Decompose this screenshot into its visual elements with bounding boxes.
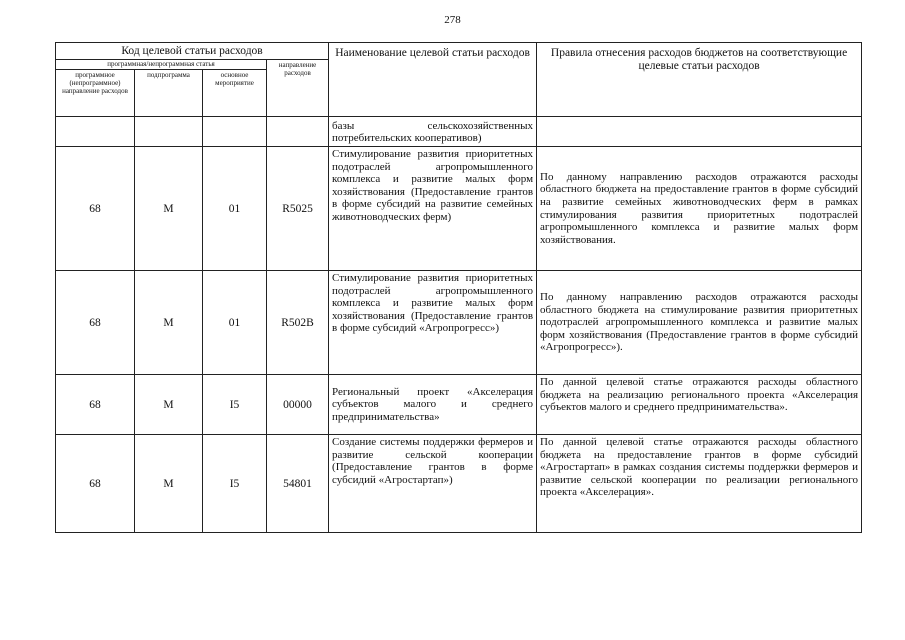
subprogram-cell: [135, 117, 203, 147]
event-cell: 01: [203, 147, 267, 271]
program-cell: [56, 117, 135, 147]
rule-cell: По данной целевой статье отражаются расходы областного бюджета на реализацию регионального проекта «Акселерация субъектов малого и среднего предпринимательства».: [537, 375, 862, 435]
program-header: программное (непрограммное) направление расходов: [56, 70, 135, 117]
subprogram-cell: М: [135, 375, 203, 435]
subprogram-cell: М: [135, 147, 203, 271]
table-row: [56, 435, 862, 533]
event-cell: I5: [203, 375, 267, 435]
table-row: [56, 117, 862, 147]
subprogram-header: подпрограмма: [135, 70, 203, 117]
name-header: Наименование целевой статьи расходов: [329, 43, 537, 117]
direction-cell: R5025: [267, 147, 329, 271]
name-text: Стимулирование развития приоритетных подотраслей агропромышленного комплекса и развитие малых форм хозяйствования (Предоставление грантов в форме субсидий на развитие семейных животноводческих ферм): [332, 148, 534, 223]
table-row: [56, 147, 862, 271]
direction-header: направление расходов: [267, 60, 329, 117]
rule-cell: По данному направлению расходов отражаются расходы областного бюджета на стимулирование развития приоритетных подотраслей агропромышленного комплекса и развитие малых форм хозяйствования (Предоставление грантов в форме субсидий «Агропрогресс»).: [537, 271, 862, 375]
subprogram-cell: М: [135, 435, 203, 533]
program-group-header: программная/непрограммная статья: [56, 60, 267, 70]
code-header: Код целевой статьи расходов: [56, 43, 329, 60]
program-cell: 68: [56, 435, 135, 533]
table-row: [56, 271, 862, 375]
event-cell: 01: [203, 271, 267, 375]
name-cell: [329, 435, 537, 533]
rule-cell: По данной целевой статье отражаются расходы областного бюджета на предоставление грантов в форме субсидий «Агростартап» в рамках создания системы поддержки фермеров и развитие сельской кооперации по реализации регионального проекта «Акселерация».: [537, 435, 862, 533]
name-cell: [329, 147, 537, 271]
main-event-header: основное мероприятие: [203, 70, 267, 117]
direction-cell: 00000: [267, 375, 329, 435]
name-text: Создание системы поддержки фермеров и развитие сельской кооперации (Предоставление грантов в форме субсидий «Агростартап»): [332, 436, 534, 486]
program-cell: 68: [56, 271, 135, 375]
page-number: 278: [444, 14, 461, 26]
target-articles-table: [55, 42, 862, 533]
name-text: Региональный проект «Акселерация субъектов малого и среднего предпринимательства»: [332, 385, 534, 423]
rules-header: Правила отнесения расходов бюджетов на соответствующие целевые статьи расходов: [537, 43, 862, 117]
direction-cell: [267, 117, 329, 147]
event-cell: [203, 117, 267, 147]
name-cell: [329, 117, 537, 147]
event-cell: I5: [203, 435, 267, 533]
direction-cell: 54801: [267, 435, 329, 533]
program-cell: 68: [56, 147, 135, 271]
subprogram-cell: М: [135, 271, 203, 375]
rule-cell: [537, 117, 862, 147]
direction-cell: R502B: [267, 271, 329, 375]
name-text: Стимулирование развития приоритетных подотраслей агропромышленного комплекса и развитие малых форм хозяйствования (Предоставление грантов в форме субсидий «Агропрогресс»): [332, 272, 534, 335]
program-cell: 68: [56, 375, 135, 435]
name-text: базы сельскохозяйственных потребительских кооперативов): [332, 119, 534, 145]
table-row: [56, 375, 862, 435]
name-cell: [329, 271, 537, 375]
name-cell: [329, 375, 537, 435]
rule-cell: По данному направлению расходов отражаются расходы областного бюджета на предоставление грантов в форме субсидий на развитие семейных животноводческих ферм в рамках стимулирования развития приоритетных подотраслей агропромышленного комплекса и развитие малых форм хозяйствования.: [537, 147, 862, 271]
